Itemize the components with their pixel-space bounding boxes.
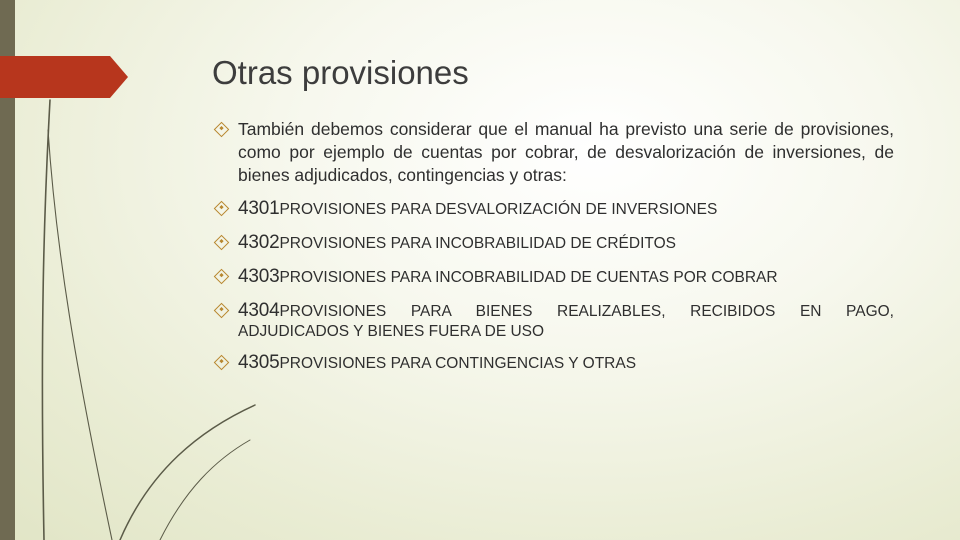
account-code: 4303 — [238, 266, 280, 287]
account-item-4301 — [212, 196, 894, 222]
account-description: PROVISIONES PARA INCOBRABILIDAD DE CRÉDITOS — [279, 235, 676, 252]
diamond-bullet-icon — [214, 303, 230, 319]
account-description: PROVISIONES PARA DESVALORIZACIÓN DE INVERSIONES — [279, 201, 718, 218]
account-description: PROVISIONES PARA BIENES REALIZABLES, RECIBIDOS EN PAGO, — [279, 303, 894, 320]
account-code: 4305 — [238, 352, 280, 373]
bullet-item — [212, 118, 894, 187]
account-item-4302 — [212, 230, 894, 256]
slide-title: Otras provisiones — [212, 54, 469, 91]
account-code: 4301 — [238, 198, 280, 219]
account-code: 4302 — [238, 232, 280, 253]
account-description: PROVISIONES PARA CONTINGENCIAS Y OTRAS — [279, 355, 637, 372]
diamond-bullet-icon — [214, 201, 230, 217]
bullet-text: También debemos considerar que el manual ha previsto una serie de provisiones, como por ejemplo de cuentas por cobrar, de desvalorización de inversiones, de bienes adjudicados, contingencias y otras: — [238, 119, 894, 185]
diamond-bullet-icon — [214, 235, 230, 251]
bullet-list — [212, 118, 894, 384]
title-accent-tab — [0, 56, 128, 98]
diamond-bullet-icon — [214, 355, 230, 371]
account-description: PROVISIONES PARA INCOBRABILIDAD DE CUENTAS POR COBRAR — [279, 269, 778, 286]
account-item-4304 — [212, 298, 894, 342]
account-item-4305 — [212, 350, 894, 376]
diamond-bullet-icon — [214, 269, 230, 285]
account-description-continuation: ADJUDICADOS Y BIENES FUERA DE USO — [238, 323, 545, 340]
diamond-bullet-icon — [214, 122, 230, 138]
account-item-4303 — [212, 264, 894, 290]
account-code: 4304 — [238, 300, 280, 321]
